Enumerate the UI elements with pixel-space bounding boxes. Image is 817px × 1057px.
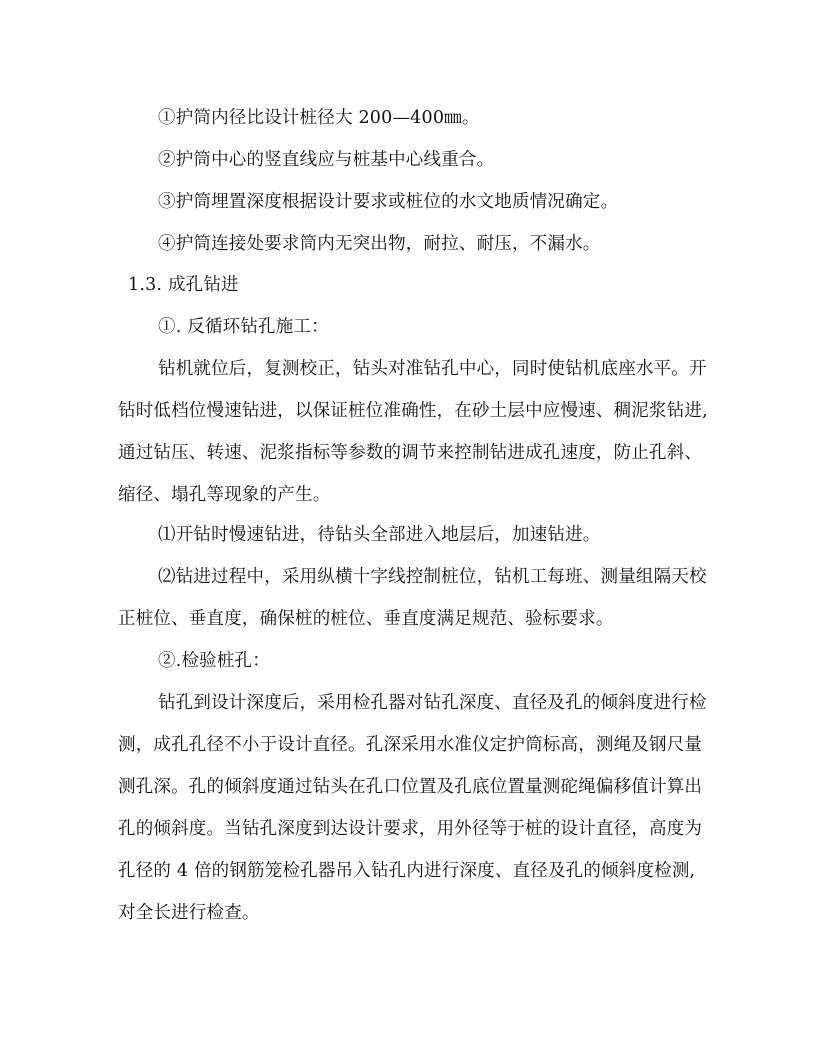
paragraph-1-line-3: 通过钻压、转速、泥浆指标等参数的调节来控制钻进成孔速度，防止孔斜、 [118,443,703,463]
casing-item-3: ③护筒埋置深度根据设计要求或桩位的水文地质情况确定。 [158,192,619,212]
casing-item-4: ④护筒连接处要求筒内无突出物，耐拉、耐压，不漏水。 [158,234,601,254]
paragraph-2-line-1: 钻孔到设计深度后，采用检孔器对钻孔深度、直径及孔的倾斜度进行检 [158,693,707,713]
paragraph-1-line-2: 钻时低档位慢速钻进，以保证桩位准确性，在砂土层中应慢速、稠泥浆钻进, [118,401,708,421]
paragraph-2-line-3: 测孔深。孔的倾斜度通过钻头在孔口位置及孔底位置量测砣绳偏移值计算出 [118,777,703,797]
step-1: ⑴开钻时慢速钻进，待钻头全部进入地层后，加速钻进。 [158,525,601,545]
paragraph-2-line-2: 测，成孔孔径不小于设计直径。孔深采用水准仪定护筒标高，测绳及钢尺量 [118,735,703,755]
casing-item-2: ②护筒中心的竖直线应与桩基中心线重合。 [158,150,495,170]
casing-item-1: ①护筒内径比设计桩径大 200—400㎜。 [158,108,480,128]
paragraph-1-line-4: 缩径、塌孔等现象的产生。 [118,485,331,505]
section-heading: 1.3. 成孔钻进 [128,275,239,295]
paragraph-2-line-5: 孔径的 4 倍的钢筋笼检孔器吊入钻孔内进行深度、直径及孔的倾斜度检测, [118,861,696,881]
paragraph-2-line-6: 对全长进行检查。 [118,903,260,923]
paragraph-2-line-4: 孔的倾斜度。当钻孔深度到达设计要求，用外径等于桩的设计直径，高度为 [118,819,703,839]
subsection-title-2: ②.检验桩孔： [158,651,270,671]
step-2-line-1: ⑵钻进过程中，采用纵横十字线控制桩位，钻机工每班、测量组隔天校 [158,567,707,587]
step-2-line-2: 正桩位、垂直度，确保桩的桩位、垂直度满足规范、验标要求。 [118,609,614,629]
paragraph-1-line-1: 钻机就位后，复测校正，钻头对准钻孔中心，同时使钻机底座水平。开 [158,359,707,379]
subsection-title-1: ①. 反循环钻孔施工： [158,317,329,337]
